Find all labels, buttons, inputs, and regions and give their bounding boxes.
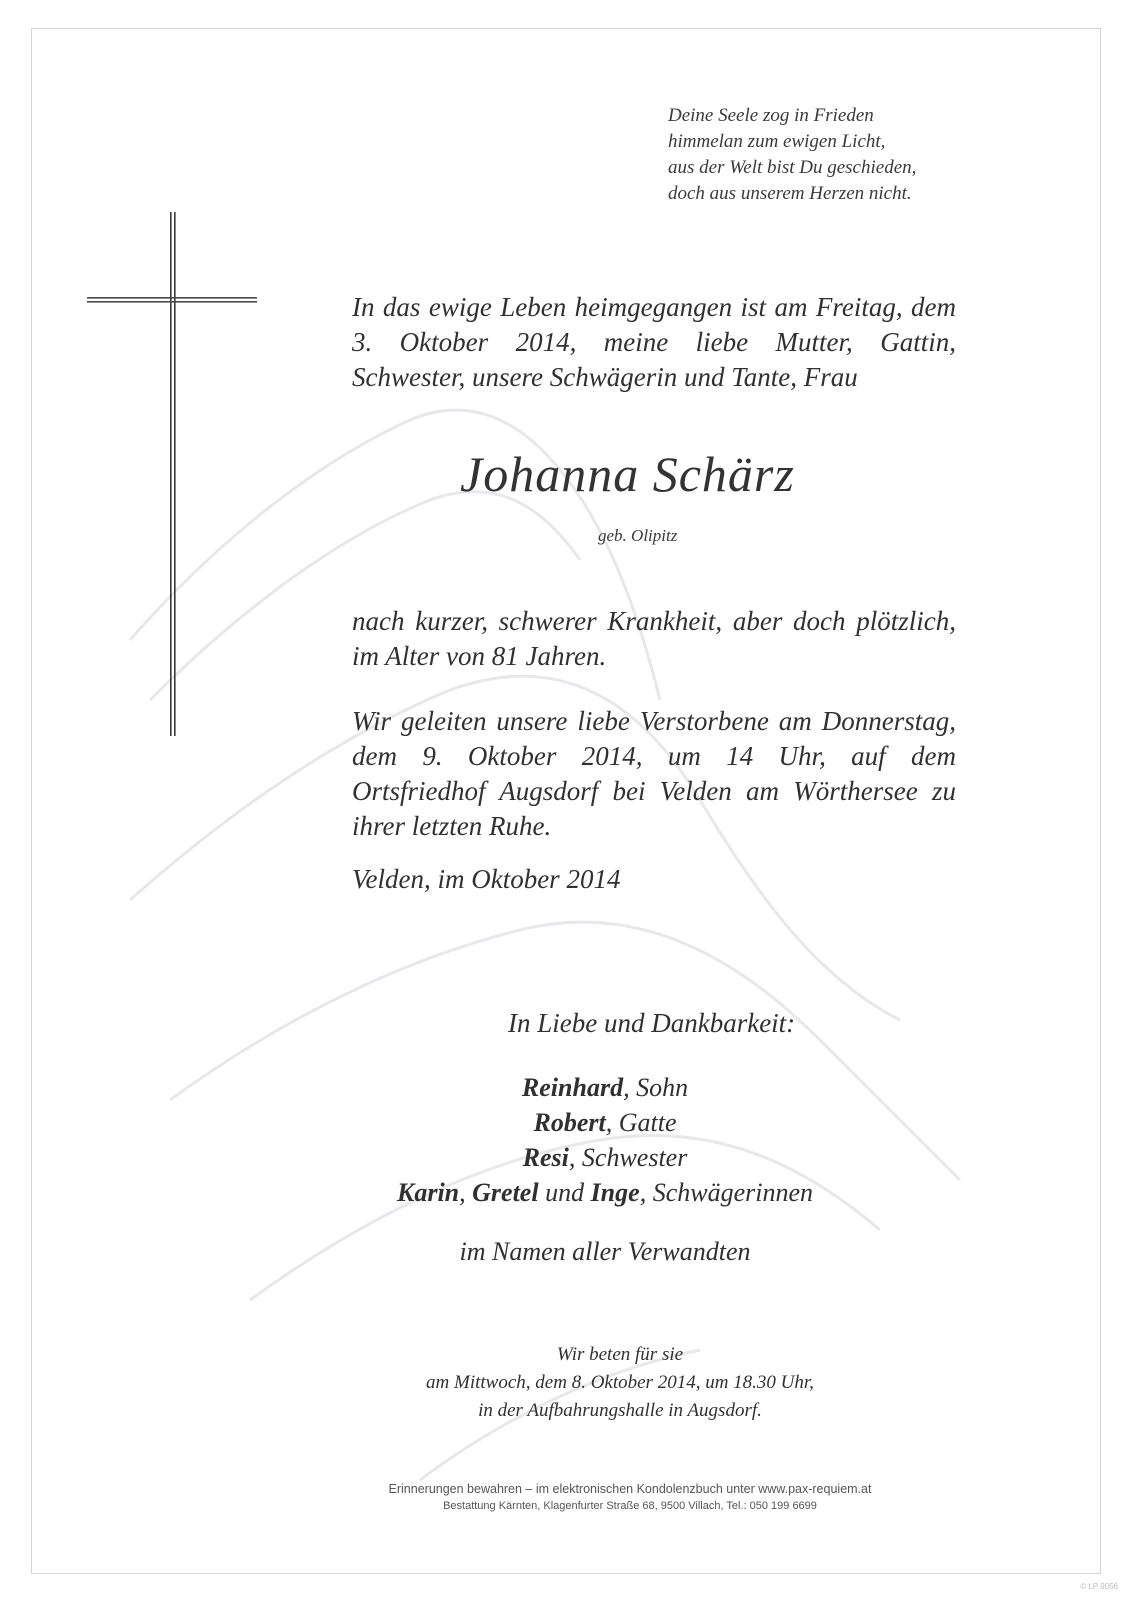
- mourner-separator: ,: [459, 1178, 473, 1207]
- mourners-list: [330, 1070, 880, 1210]
- mourner-role: , Schwester: [568, 1143, 688, 1172]
- funeral-line: dem 9. Oktober 2014, um 14 Uhr, auf dem: [352, 741, 956, 771]
- cause-paragraph: [352, 604, 956, 674]
- mourner-entry: [330, 1070, 880, 1105]
- prayer-line: Wir beten für sie: [556, 1344, 684, 1365]
- announcement-line: 3. Oktober 2014, meine liebe Mutter, Gattin,: [352, 327, 956, 357]
- announcement-line: Schwester, unsere Schwägerin und Tante, Frau: [352, 362, 858, 392]
- cause-line: nach kurzer, schwerer Krankheit, aber doch plötzlich,: [352, 606, 956, 636]
- thanks-heading: In Liebe und Dankbarkeit:: [508, 1008, 796, 1038]
- prayer-notice: [380, 1341, 860, 1425]
- mourner-separator: und: [538, 1178, 591, 1207]
- prayer-line: am Mittwoch, dem 8. Oktober 2014, um 18.30 Uhr,: [426, 1372, 814, 1393]
- mourner-name: Robert: [533, 1108, 606, 1137]
- mourner-role: , Sohn: [623, 1073, 689, 1102]
- poem: [668, 103, 916, 207]
- mourner-name: Resi: [522, 1143, 569, 1172]
- relatives-line: im Namen aller Verwandten: [459, 1237, 751, 1266]
- form-code: © LP 9056: [1080, 1582, 1118, 1591]
- mourner-name: Karin: [396, 1178, 460, 1207]
- mourner-role: , Schwägerinnen: [639, 1178, 813, 1207]
- footer-address-line: Bestattung Kärnten, Klagenfurter Straße 68, 9500 Villach, Tel.: 050 199 6699: [443, 1500, 817, 1512]
- mourner-name: Gretel: [472, 1178, 539, 1207]
- poem-line: aus der Welt bist Du geschieden,: [668, 157, 917, 178]
- footer: [330, 1480, 930, 1514]
- announcement-line: In das ewige Leben heimgegangen ist am Freitag, dem: [352, 292, 956, 322]
- poem-line: doch aus unserem Herzen nicht.: [668, 183, 912, 204]
- cause-line: im Alter von 81 Jahren.: [352, 641, 607, 671]
- deceased-name: Johanna Schärz: [460, 446, 795, 502]
- place-and-date: Velden, im Oktober 2014: [352, 864, 621, 894]
- mourner-name: Inge: [590, 1178, 640, 1207]
- funeral-line: Wir geleiten unsere liebe Verstorbene am Donnerstag,: [352, 706, 956, 736]
- funeral-paragraph: [352, 704, 956, 844]
- mourner-entry: [330, 1140, 880, 1175]
- birth-name: geb. Olipitz: [598, 526, 678, 545]
- mourner-entry: [330, 1105, 880, 1140]
- footer-condolence-line: Erinnerungen bewahren – im elektronischen Kondolenzbuch unter www.pax-requiem.at: [388, 1482, 872, 1496]
- poem-line: Deine Seele zog in Frieden: [668, 105, 874, 126]
- prayer-line: in der Aufbahrungshalle in Augsdorf.: [478, 1400, 762, 1421]
- mourner-role: , Gatte: [605, 1108, 677, 1137]
- funeral-line: Ortsfriedhof Augsdorf bei Velden am Wörthersee zu: [352, 776, 956, 806]
- mourner-entry: [330, 1175, 880, 1210]
- funeral-line: ihrer letzten Ruhe.: [352, 811, 552, 841]
- announcement-paragraph: [352, 290, 956, 395]
- mourner-name: Reinhard: [521, 1073, 624, 1102]
- poem-line: himmelan zum ewigen Licht,: [668, 131, 886, 152]
